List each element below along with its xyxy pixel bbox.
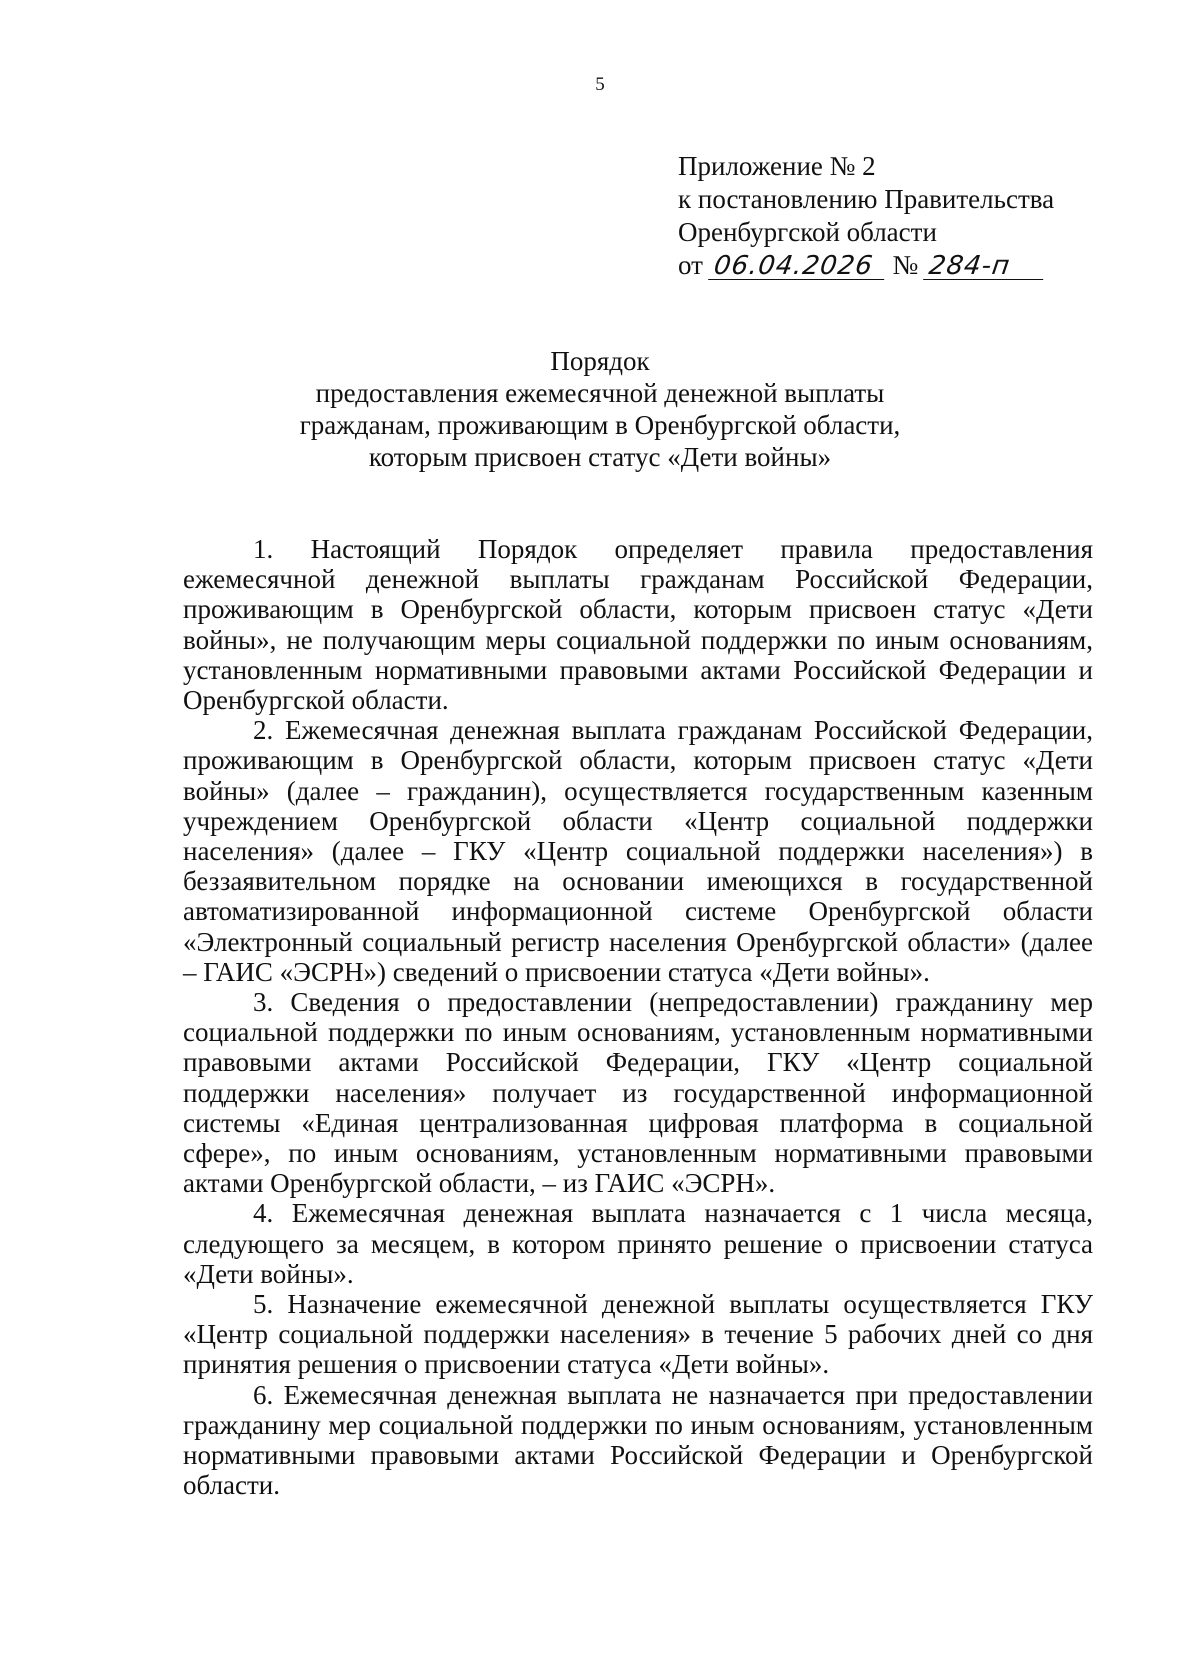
- paragraph-4: 4. Ежемесячная денежная выплата назначается с 1 числа месяца, следующего за месяцем, в котором принято решение о присвоении статуса «Дети войны».: [183, 1198, 1093, 1289]
- date-prefix: от: [678, 250, 703, 280]
- title-line-1: Порядок: [550, 346, 650, 376]
- document-title: [0, 345, 1200, 473]
- handwritten-date: 06.04.2026: [708, 253, 888, 280]
- paragraph-6: 6. Ежемесячная денежная выплата не назначается при предоставлении гражданину мер социальной поддержки по иным основаниям, установленным нормативными правовыми актами Российской Федерации и Оренбургской области.: [183, 1379, 1093, 1501]
- appendix-reference: к постановлению Правительства: [678, 184, 1055, 214]
- paragraph-3: 3. Сведения о предоставлении (непредоставлении) гражданину мер социальной поддержки по иным основаниям, установленным нормативными правовыми актами Российской Федерации, ГКУ «Центр социальной поддержки населения» получает из государственной информационной системы «Единая централизованная цифровая платформа в социальной сфере», по иным основаниям, установленным нормативными правовыми актами Оренбургской области, – из ГАИС «ЭСРН».: [183, 987, 1093, 1199]
- paragraph-5: 5. Назначение ежемесячной денежной выплаты осуществляется ГКУ «Центр социальной поддержки населения» в течение 5 рабочих дней со дня принятия решения о присвоении статуса «Дети войны».: [183, 1289, 1093, 1380]
- page-number: 5: [595, 74, 605, 95]
- handwritten-number: 284-п: [923, 253, 1047, 280]
- appendix-title: Приложение № 2: [678, 151, 876, 181]
- title-line-4: которым присвоен статус «Дети войны»: [368, 442, 832, 472]
- paragraph-2: 2. Ежемесячная денежная выплата гражданам Российской Федерации, проживающим в Оренбургской области, которым присвоен статус «Дети войны» (далее – гражданин), осуществляется государственным казенным учреждением Оренбургской области «Центр социальной поддержки населения» (далее – ГКУ «Центр социальной поддержки населения») в беззаявительном порядке на основании имеющихся в государственной автоматизированной информационной системе Оренбургской области «Электронный социальный регистр населения Оренбургской области» (далее – ГАИС «ЭСРН») сведений о присвоении статуса «Дети войны».: [183, 715, 1093, 987]
- appendix-header: [678, 150, 1138, 282]
- appendix-date-number-line: [678, 249, 1138, 282]
- title-line-3: гражданам, проживающим в Оренбургской области,: [299, 410, 901, 440]
- title-line-2: предоставления ежемесячной денежной выплаты: [315, 378, 885, 408]
- document-body: [183, 534, 1093, 1501]
- appendix-region: Оренбургской области: [678, 217, 937, 247]
- number-label: №: [892, 250, 919, 280]
- paragraph-1: 1. Настоящий Порядок определяет правила предоставления ежемесячной денежной выплаты гражданам Российской Федерации, проживающим в Оренбургской области, которым присвоен статус «Дети войны», не получающим меры социальной поддержки по иным основаниям, установленным нормативными правовыми актами Российской Федерации и Оренбургской области.: [183, 534, 1093, 716]
